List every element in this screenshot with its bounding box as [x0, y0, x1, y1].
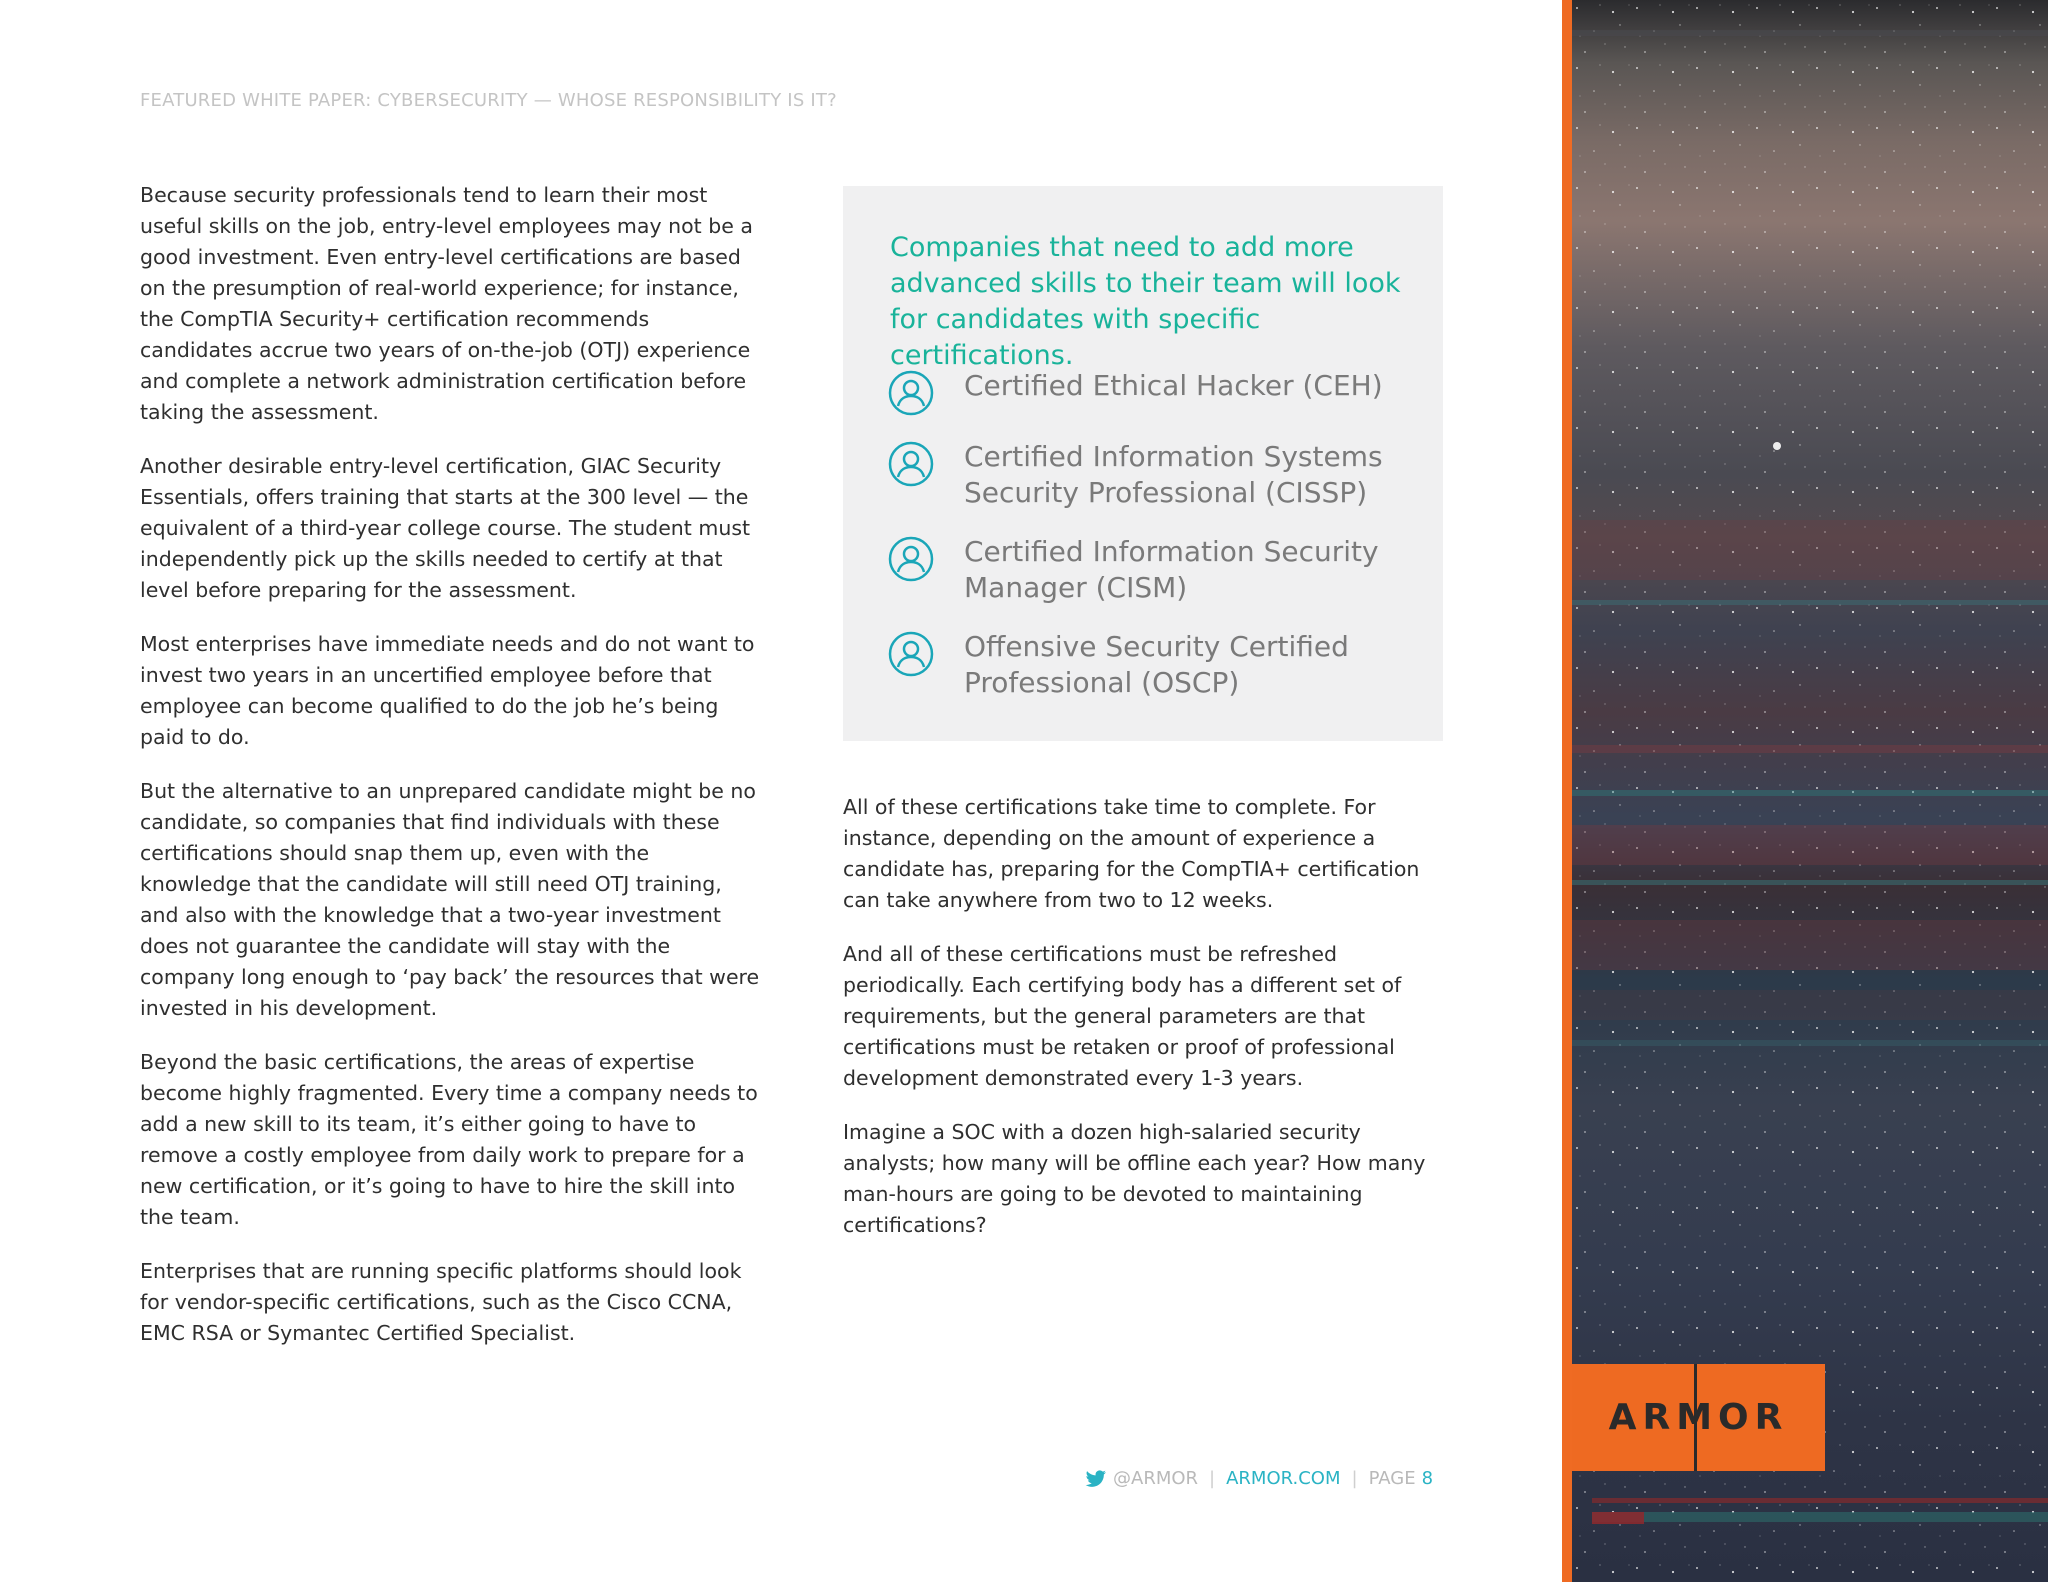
running-header: FEATURED WHITE PAPER: CYBERSECURITY — WHOSE RESPONSIBILITY IS IT?: [140, 90, 837, 111]
certification-item: [888, 439, 1428, 511]
certification-item: [888, 534, 1428, 606]
person-icon: [888, 536, 934, 582]
certification-label: Offensive Security Certified Professional (OSCP): [964, 630, 1349, 699]
paragraph: All of these certifications take time to complete. For instance, depending on the amount of experience a candidate has, preparing for the CompTIA+ certification can take anywhere from two to 12 weeks.: [843, 795, 1420, 912]
paragraph: Imagine a SOC with a dozen high-salaried security analysts; how many will be offline each year? How many man-hours are going to be devoted to maintaining certifications?: [843, 1120, 1426, 1237]
right-column: [843, 792, 1453, 1264]
certification-item: [888, 629, 1428, 701]
page-label: PAGE: [1368, 1468, 1416, 1489]
logo-wordmark: ARMOR: [1608, 1397, 1789, 1438]
footer-divider: |: [1209, 1468, 1216, 1489]
certification-label: Certified Information Systems Security Professional (CISSP): [964, 440, 1383, 509]
certification-label: Certified Information Security Manager (CISM): [964, 535, 1379, 604]
brand-stripe: [1562, 0, 1572, 1582]
certification-item: [888, 368, 1428, 416]
person-icon: [888, 631, 934, 677]
website-link[interactable]: ARMOR.COM: [1226, 1468, 1341, 1489]
callout-heading: Companies that need to add more advanced skills to their team will look for candidates with specific certifications.: [890, 232, 1401, 371]
left-column: [140, 180, 760, 1372]
certification-list: [888, 368, 1428, 724]
twitter-bird-icon: [1085, 1470, 1107, 1488]
page-footer: [1085, 1468, 1433, 1489]
certifications-callout: [843, 186, 1443, 741]
twitter-handle[interactable]: @ARMOR: [1113, 1468, 1199, 1489]
paragraph: Because security professionals tend to learn their most useful skills on the job, entry-level employees may not be a good investment. Even entry-level certifications are based on the presumption of real-world experience; for instance, the CompTIA Security+ certification recommends candidates accrue two years of on-the-job (OTJ) experience and complete a network administration certification before taking the assessment.: [140, 183, 753, 424]
paragraph: Another desirable entry-level certification, GIAC Security Essentials, offers training that starts at the 300 level — the equivalent of a third-year college course. The student must independently pick up the skills needed to certify at that level before preparing for the assessment.: [140, 454, 751, 602]
page-number: 8: [1421, 1468, 1434, 1489]
certification-label: Certified Ethical Hacker (CEH): [964, 369, 1383, 402]
person-icon: [888, 441, 934, 487]
paragraph: But the alternative to an unprepared candidate might be no candidate, so companies that find individuals with these certifications should snap them up, even with the knowledge that the candidate will still need OTJ training, and also with the knowledge that a two-year investment does not guarantee the candidate will stay with the company long enough to ‘pay back’ the resources that were invested in his development.: [140, 779, 760, 1020]
person-icon: [888, 370, 934, 416]
paragraph: Enterprises that are running specific platforms should look for vendor-specific certifications, such as the Cisco CCNA, EMC RSA or Symantec Certified Specialist.: [140, 1259, 742, 1345]
footer-divider: |: [1351, 1468, 1358, 1489]
paragraph: Beyond the basic certifications, the areas of expertise become highly fragmented. Every time a company needs to add a new skill to its team, it’s either going to have to remove a costly employee from daily work to prepare for a new certification, or it’s going to have to hire the skill into the team.: [140, 1050, 758, 1229]
paragraph: And all of these certifications must be refreshed periodically. Each certifying body has a different set of requirements, but the general parameters are that certifications must be retaken or proof of professional development demonstrated every 1-3 years.: [843, 942, 1402, 1090]
paragraph: Most enterprises have immediate needs and do not want to invest two years in an uncertified employee before that employee can become qualified to do the job he’s being paid to do.: [140, 632, 755, 749]
starfield-image: [1572, 0, 2048, 1582]
starfield-texture: [1572, 0, 2048, 1582]
armor-logo: [1572, 1364, 1825, 1471]
